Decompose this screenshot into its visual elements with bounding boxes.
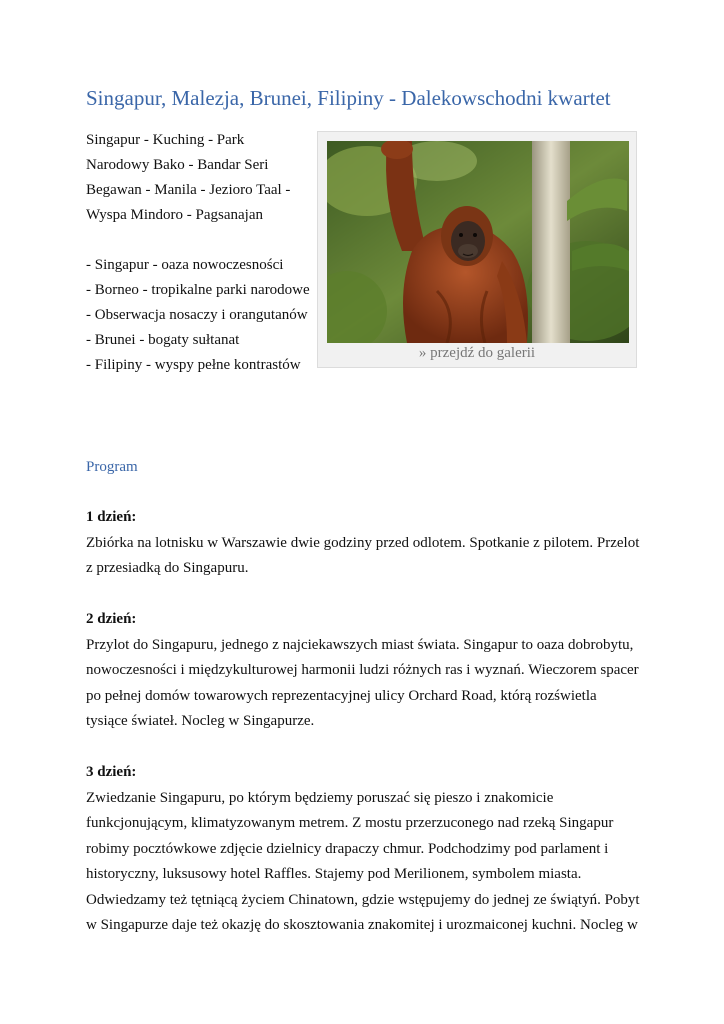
orangutan-image <box>327 141 629 343</box>
day-entry <box>86 607 641 735</box>
page-title: Singapur, Malezja, Brunei, Filipiny - Dalekowschodni kwartet <box>86 86 611 110</box>
spacer <box>86 228 311 253</box>
route-text: Singapur - Kuching - Park Narodowy Bako - Bandar Seri Begawan - Manila - Jezioro Taal - Wyspa Mindoro - Pagsanajan <box>86 132 291 223</box>
orangutan-photo[interactable] <box>327 141 629 343</box>
highlight-item: - Singapur - oaza nowoczesności <box>86 257 284 273</box>
day-entry <box>86 760 641 939</box>
highlight-item: - Borneo - tropikalne parki narodowe <box>86 282 310 298</box>
program-heading: Program <box>86 459 138 475</box>
highlight-item: - Brunei - bogaty sułtanat <box>86 332 240 348</box>
day-label: 1 dzień: <box>86 509 137 525</box>
gallery-link[interactable]: » przejdź do galerii <box>418 345 536 361</box>
day-label: 2 dzień: <box>86 611 137 627</box>
gallery-box <box>317 131 637 368</box>
intro-section <box>86 128 311 378</box>
day-label: 3 dzień: <box>86 764 137 780</box>
day-text: Przylot do Singapuru, jednego z najciekawszych miast świata. Singapur to oaza dobrobytu, nowoczesności i międzykulturowej harmonii ludzi różnych ras i wyznań. Wieczorem spacer po pełnej domów towarowych reprezentacyjnej ulicy Orchard Road, którą rozświetla tysiące świateł. Nocleg w Singapurze. <box>86 636 639 729</box>
highlight-item: - Obserwacja nosaczy i orangutanów <box>86 307 308 323</box>
highlight-item: - Filipiny - wyspy pełne kontrastów <box>86 357 301 373</box>
program-days <box>86 505 641 964</box>
day-entry <box>86 505 641 582</box>
day-text: Zbiórka na lotnisku w Warszawie dwie godziny przed odlotem. Spotkanie z pilotem. Przelot z przesiadką do Singapuru. <box>86 534 640 576</box>
day-text: Zwiedzanie Singapuru, po którym będziemy poruszać się pieszo i znakomicie funkcjonującym, klimatyzowanym metrem. Z mostu przerzuconego nad rzeką Singapur robimy pocztówkowe zdjęcie dzielnicy drapaczy chmur. Podchodzimy pod parlament i historyczny, luksusowy hotel Raffles. Stajemy pod Merilionem, symbolem miasta. Odwiedzamy też tętniącą życiem Chinatown, gdzie wstępujemy do jednej ze świątyń. Pobyt w Singapurze daje też okazję do skosztowania znakomitej i urozmaiconej kuchni. Nocleg w <box>86 789 640 933</box>
